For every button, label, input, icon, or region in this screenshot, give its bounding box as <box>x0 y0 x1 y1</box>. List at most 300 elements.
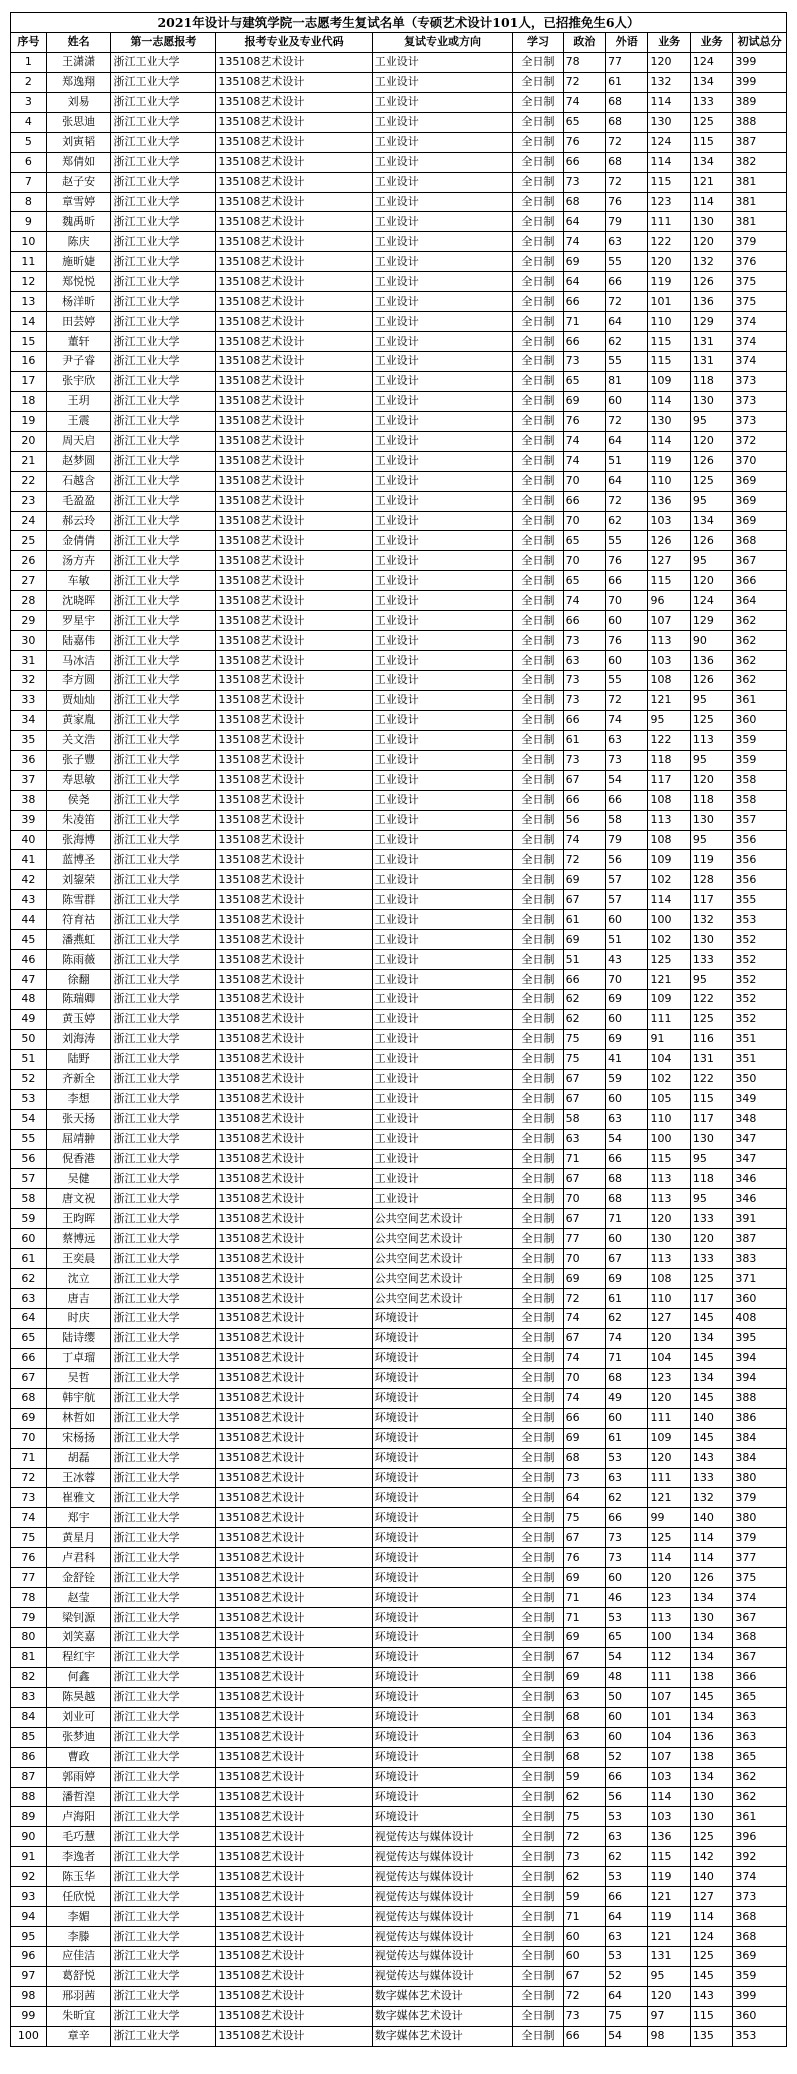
col-retest-direction-cell: 环境设计 <box>372 1608 513 1628</box>
col-retest-direction-cell: 工业设计 <box>372 690 513 710</box>
col-subject-2-cell: 115 <box>690 2006 732 2026</box>
col-major-code-cell: 135108艺术设计 <box>216 391 372 411</box>
col-major-code-cell: 135108艺术设计 <box>216 710 372 730</box>
col-subject-1-cell: 109 <box>648 850 690 870</box>
col-study-mode-cell: 全日制 <box>513 1269 563 1289</box>
col-total-cell: 367 <box>733 551 787 571</box>
col-index-cell: 65 <box>11 1328 47 1348</box>
col-subject-1-cell: 100 <box>648 1628 690 1648</box>
col-first-choice-cell: 浙江工业大学 <box>111 352 216 372</box>
col-total-cell: 373 <box>733 391 787 411</box>
col-total-cell: 359 <box>733 1966 787 1986</box>
col-retest-direction-cell: 工业设计 <box>372 152 513 172</box>
col-subject-2-cell: 134 <box>690 1628 732 1648</box>
table-row <box>11 770 787 790</box>
col-total-cell: 396 <box>733 1827 787 1847</box>
col-foreign-language-cell: 53 <box>606 1448 648 1468</box>
col-total-cell: 362 <box>733 1787 787 1807</box>
col-major-code-cell: 135108艺术设计 <box>216 1049 372 1069</box>
col-name-cell: 刘笑嘉 <box>46 1628 111 1648</box>
col-study-mode-cell: 全日制 <box>513 1807 563 1827</box>
col-name-cell: 田芸婷 <box>46 312 111 332</box>
col-subject-2-cell: 136 <box>690 292 732 312</box>
col-total-cell: 387 <box>733 1229 787 1249</box>
col-name-cell: 金倩倩 <box>46 531 111 551</box>
col-politics-cell: 67 <box>563 770 605 790</box>
col-study-mode-cell: 全日制 <box>513 1628 563 1648</box>
col-total-cell: 372 <box>733 431 787 451</box>
col-major-code-cell: 135108艺术设计 <box>216 1687 372 1707</box>
col-politics-cell: 74 <box>563 451 605 471</box>
table-row <box>11 651 787 671</box>
col-retest-direction-cell: 工业设计 <box>372 651 513 671</box>
col-subject-1-cell: 127 <box>648 551 690 571</box>
col-index-cell: 64 <box>11 1309 47 1329</box>
col-politics-cell: 69 <box>563 1568 605 1588</box>
col-study-mode-cell: 全日制 <box>513 491 563 511</box>
col-major-code-cell: 135108艺术设计 <box>216 1847 372 1867</box>
col-retest-direction-cell: 环境设计 <box>372 1687 513 1707</box>
col-subject-2-cell: 130 <box>690 810 732 830</box>
col-study-mode-cell: 全日制 <box>513 671 563 691</box>
col-total-cell: 374 <box>733 1867 787 1887</box>
col-retest-direction-cell: 视觉传达与媒体设计 <box>372 1827 513 1847</box>
col-major-code-cell: 135108艺术设计 <box>216 930 372 950</box>
col-subject-1-cell: 120 <box>648 52 690 72</box>
col-major-code-cell: 135108艺术设计 <box>216 1428 372 1448</box>
col-name-cell: 陈玉华 <box>46 1867 111 1887</box>
col-subject-2-cell: 125 <box>690 1947 732 1967</box>
col-foreign-language-cell: 54 <box>606 770 648 790</box>
col-total-cell: 358 <box>733 790 787 810</box>
col-index-cell: 43 <box>11 890 47 910</box>
col-name-cell: 朱凌笛 <box>46 810 111 830</box>
col-index-cell: 71 <box>11 1448 47 1468</box>
col-retest-direction-cell: 工业设计 <box>372 371 513 391</box>
col-retest-direction-cell: 工业设计 <box>372 710 513 730</box>
col-name-cell: 倪香港 <box>46 1149 111 1169</box>
col-first-choice-cell: 浙江工业大学 <box>111 292 216 312</box>
col-major-code-cell: 135108艺术设计 <box>216 451 372 471</box>
col-major-code-cell: 135108艺术设计 <box>216 232 372 252</box>
col-retest-direction-cell: 环境设计 <box>372 1488 513 1508</box>
col-politics-cell: 74 <box>563 1348 605 1368</box>
col-total-cell: 368 <box>733 1907 787 1927</box>
col-index-cell: 41 <box>11 850 47 870</box>
col-name-cell: 马冰洁 <box>46 651 111 671</box>
col-total-cell: 361 <box>733 1807 787 1827</box>
col-subject-2-cell: 131 <box>690 1049 732 1069</box>
col-index-cell: 48 <box>11 990 47 1010</box>
col-politics-cell: 61 <box>563 730 605 750</box>
col-subject-2-cell: 140 <box>690 1408 732 1428</box>
col-study-mode-cell: 全日制 <box>513 591 563 611</box>
col-study-mode-cell: 全日制 <box>513 1548 563 1568</box>
col-name-cell: 李方圆 <box>46 671 111 691</box>
col-total-cell: 352 <box>733 930 787 950</box>
col-total-cell: 408 <box>733 1309 787 1329</box>
col-major-code-cell: 135108艺术设计 <box>216 1368 372 1388</box>
col-major-code-cell: 135108艺术设计 <box>216 850 372 870</box>
col-name-cell: 李媚 <box>46 1907 111 1927</box>
col-index-cell: 32 <box>11 671 47 691</box>
col-major-code-cell: 135108艺术设计 <box>216 332 372 352</box>
col-major-code-cell: 135108艺术设计 <box>216 1867 372 1887</box>
col-first-choice-cell: 浙江工业大学 <box>111 491 216 511</box>
col-first-choice-cell: 浙江工业大学 <box>111 1169 216 1189</box>
col-foreign-language-cell: 64 <box>606 1986 648 2006</box>
col-index-cell: 45 <box>11 930 47 950</box>
col-major-code-cell: 135108艺术设计 <box>216 352 372 372</box>
col-first-choice-cell: 浙江工业大学 <box>111 1069 216 1089</box>
col-index-cell: 63 <box>11 1289 47 1309</box>
col-foreign-language-cell: 72 <box>606 132 648 152</box>
col-subject-2-cell: 124 <box>690 591 732 611</box>
col-subject-2-cell: 145 <box>690 1687 732 1707</box>
col-study-mode-cell: 全日制 <box>513 571 563 591</box>
col-index-cell: 84 <box>11 1707 47 1727</box>
col-politics-cell: 62 <box>563 1009 605 1029</box>
col-total-cell: 373 <box>733 1887 787 1907</box>
col-politics-cell: 67 <box>563 1647 605 1667</box>
col-index-cell: 27 <box>11 571 47 591</box>
col-study-mode-cell: 全日制 <box>513 1229 563 1249</box>
col-subject-1-cell: 111 <box>648 212 690 232</box>
col-foreign-language-cell: 55 <box>606 671 648 691</box>
col-index-cell: 74 <box>11 1508 47 1528</box>
col-study-mode-cell: 全日制 <box>513 1887 563 1907</box>
table-row <box>11 1009 787 1029</box>
col-major-code-cell: 135108艺术设计 <box>216 1548 372 1568</box>
col-major-code-cell: 135108艺术设计 <box>216 1468 372 1488</box>
col-study-mode-cell: 全日制 <box>513 1129 563 1149</box>
col-index-cell: 81 <box>11 1647 47 1667</box>
col-total-cell: 368 <box>733 1628 787 1648</box>
col-foreign-language-cell: 51 <box>606 451 648 471</box>
col-major-code-cell: 135108艺术设计 <box>216 970 372 990</box>
col-first-choice-cell: 浙江工业大学 <box>111 1289 216 1309</box>
col-subject-1-cell: 111 <box>648 1408 690 1428</box>
table-row <box>11 1827 787 1847</box>
col-first-choice-cell: 浙江工业大学 <box>111 172 216 192</box>
col-politics-cell: 77 <box>563 1229 605 1249</box>
col-index-cell: 89 <box>11 1807 47 1827</box>
col-index-cell: 92 <box>11 1867 47 1887</box>
col-politics-cell: 66 <box>563 1408 605 1428</box>
col-retest-direction-cell: 公共空间艺术设计 <box>372 1269 513 1289</box>
col-subject-1-cell: 104 <box>648 1049 690 1069</box>
col-major-code-cell: 135108艺术设计 <box>216 2006 372 2026</box>
col-index-cell: 75 <box>11 1528 47 1548</box>
col-foreign-language-cell: 60 <box>606 1089 648 1109</box>
col-retest-direction-cell: 环境设计 <box>372 1667 513 1687</box>
col-politics-cell: 71 <box>563 312 605 332</box>
col-study-mode-cell: 全日制 <box>513 1528 563 1548</box>
col-subject-1-cell: 104 <box>648 1348 690 1368</box>
col-total-cell: 352 <box>733 990 787 1010</box>
col-retest-direction-cell: 环境设计 <box>372 1628 513 1648</box>
col-study-mode-cell: 全日制 <box>513 272 563 292</box>
col-first-choice-cell: 浙江工业大学 <box>111 990 216 1010</box>
col-study-mode-cell: 全日制 <box>513 710 563 730</box>
col-foreign-language-cell: 52 <box>606 1966 648 1986</box>
col-index-cell: 82 <box>11 1667 47 1687</box>
col-index-cell: 62 <box>11 1269 47 1289</box>
col-name-cell: 王潇潇 <box>46 52 111 72</box>
col-politics-cell: 74 <box>563 1309 605 1329</box>
col-index-cell: 57 <box>11 1169 47 1189</box>
col-total-cell: 394 <box>733 1368 787 1388</box>
col-study-mode-cell: 全日制 <box>513 830 563 850</box>
col-name-cell: 韩宇航 <box>46 1388 111 1408</box>
table-row <box>11 112 787 132</box>
col-total-cell: 359 <box>733 730 787 750</box>
col-first-choice-cell: 浙江工业大学 <box>111 1408 216 1428</box>
table-row <box>11 1209 787 1229</box>
col-foreign-language-cell: 69 <box>606 1269 648 1289</box>
col-index-cell: 20 <box>11 431 47 451</box>
col-total-cell: 363 <box>733 1727 787 1747</box>
col-politics-cell: 73 <box>563 172 605 192</box>
table-row <box>11 391 787 411</box>
table-row <box>11 1887 787 1907</box>
table-row <box>11 332 787 352</box>
col-index-cell: 76 <box>11 1548 47 1568</box>
col-subject-2-cell: 130 <box>690 1129 732 1149</box>
table-row <box>11 212 787 232</box>
table-row <box>11 890 787 910</box>
col-subject-1-cell: 107 <box>648 1687 690 1707</box>
col-first-choice-cell: 浙江工业大学 <box>111 1309 216 1329</box>
col-name-cell: 赵子安 <box>46 172 111 192</box>
col-subject-2-cell: 114 <box>690 192 732 212</box>
col-major-code-cell: 135108艺术设计 <box>216 690 372 710</box>
col-total-cell: 386 <box>733 1408 787 1428</box>
col-subject-2-cell: 125 <box>690 471 732 491</box>
col-foreign-language-cell: 76 <box>606 631 648 651</box>
col-subject-2-cell: 132 <box>690 252 732 272</box>
col-politics-cell: 69 <box>563 252 605 272</box>
col-major-code-cell: 135108艺术设计 <box>216 491 372 511</box>
table-row <box>11 1189 787 1209</box>
col-subject-2-cell: 126 <box>690 671 732 691</box>
col-subject-2-cell: 130 <box>690 391 732 411</box>
col-total-cell: 347 <box>733 1149 787 1169</box>
col-study-mode-cell: 全日制 <box>513 411 563 431</box>
col-politics-cell: 75 <box>563 1807 605 1827</box>
table-row <box>11 1747 787 1767</box>
table-row <box>11 1966 787 1986</box>
col-index-cell: 3 <box>11 92 47 112</box>
col-major-code-cell: 135108艺术设计 <box>216 1667 372 1687</box>
col-major-code-cell: 135108艺术设计 <box>216 132 372 152</box>
col-subject-1-cell: 111 <box>648 1009 690 1029</box>
col-subject-1-cell: 105 <box>648 1089 690 1109</box>
col-total-cell: 362 <box>733 1767 787 1787</box>
col-retest-direction-cell: 工业设计 <box>372 970 513 990</box>
col-study-mode-cell: 全日制 <box>513 750 563 770</box>
col-subject-2-cell: 122 <box>690 1069 732 1089</box>
col-politics-cell: 71 <box>563 1149 605 1169</box>
col-index-cell: 73 <box>11 1488 47 1508</box>
col-total-cell: 399 <box>733 72 787 92</box>
col-subject-1-cell: 123 <box>648 1588 690 1608</box>
col-foreign-language-cell: 53 <box>606 1947 648 1967</box>
table-row <box>11 830 787 850</box>
table-row <box>11 1647 787 1667</box>
col-subject-1-cell: 136 <box>648 1827 690 1847</box>
col-subject-2-cell: 138 <box>690 1667 732 1687</box>
col-subject-1-cell: 114 <box>648 92 690 112</box>
table-row <box>11 312 787 332</box>
col-first-choice-cell: 浙江工业大学 <box>111 1628 216 1648</box>
col-subject-1-cell: 121 <box>648 690 690 710</box>
col-total-cell: 374 <box>733 352 787 372</box>
col-politics-cell: 66 <box>563 2026 605 2046</box>
col-first-choice-cell: 浙江工业大学 <box>111 1488 216 1508</box>
table-row <box>11 132 787 152</box>
col-retest-direction-cell: 工业设计 <box>372 830 513 850</box>
col-total-cell: 399 <box>733 1986 787 2006</box>
col-politics-cell: 71 <box>563 1608 605 1628</box>
col-name-cell: 毛巧慧 <box>46 1827 111 1847</box>
col-total-cell: 381 <box>733 192 787 212</box>
col-name-cell: 应佳洁 <box>46 1947 111 1967</box>
col-subject-1-cell: 107 <box>648 1747 690 1767</box>
col-study-mode-cell: 全日制 <box>513 551 563 571</box>
col-first-choice-cell: 浙江工业大学 <box>111 511 216 531</box>
col-subject-1-cell: 131 <box>648 1947 690 1967</box>
col-subject-2-cell: 134 <box>690 1328 732 1348</box>
col-name-cell: 刘海涛 <box>46 1029 111 1049</box>
col-first-choice-cell: 浙江工业大学 <box>111 611 216 631</box>
col-subject-1-cell: 123 <box>648 192 690 212</box>
col-retest-direction-cell: 公共空间艺术设计 <box>372 1229 513 1249</box>
col-politics-cell: 67 <box>563 1089 605 1109</box>
col-subject-2-cell: 119 <box>690 850 732 870</box>
col-index-cell: 36 <box>11 750 47 770</box>
table-row <box>11 1787 787 1807</box>
col-index-cell: 68 <box>11 1388 47 1408</box>
col-politics-cell: 66 <box>563 710 605 730</box>
col-major-code-cell: 135108艺术设计 <box>216 371 372 391</box>
col-total-cell: 347 <box>733 1129 787 1149</box>
col-subject-2-cell: 133 <box>690 1209 732 1229</box>
col-subject-2-cell: 114 <box>690 1528 732 1548</box>
col-name-cell: 王昀晖 <box>46 1209 111 1229</box>
col-retest-direction-cell: 工业设计 <box>372 571 513 591</box>
col-subject-1-cell: 122 <box>648 730 690 750</box>
table-row <box>11 810 787 830</box>
col-retest-direction-cell: 工业设计 <box>372 352 513 372</box>
col-first-choice-cell: 浙江工业大学 <box>111 571 216 591</box>
table-row <box>11 1568 787 1588</box>
col-major-code-cell: 135108艺术设计 <box>216 591 372 611</box>
col-foreign-language-cell: 68 <box>606 1368 648 1388</box>
col-retest-direction-cell: 环境设计 <box>372 1787 513 1807</box>
col-total-cell: 362 <box>733 611 787 631</box>
col-major-code-cell: 135108艺术设计 <box>216 1707 372 1727</box>
col-index-cell: 19 <box>11 411 47 431</box>
col-total-cell: 388 <box>733 112 787 132</box>
col-name-cell: 张天扬 <box>46 1109 111 1129</box>
col-retest-direction-cell: 工业设计 <box>372 850 513 870</box>
col-index-cell: 54 <box>11 1109 47 1129</box>
col-name-cell: 郑逸翔 <box>46 72 111 92</box>
col-study-mode-cell: 全日制 <box>513 1767 563 1787</box>
col-retest-direction-cell: 工业设计 <box>372 611 513 631</box>
col-subject-2-cell: 126 <box>690 1568 732 1588</box>
col-subject-2-cell: 120 <box>690 770 732 790</box>
col-retest-direction-cell: 工业设计 <box>372 491 513 511</box>
col-name-cell: 陆嘉伟 <box>46 631 111 651</box>
col-study-mode-cell: 全日制 <box>513 112 563 132</box>
col-name-cell: 刘鋆荣 <box>46 870 111 890</box>
col-foreign-language-cell: 72 <box>606 292 648 312</box>
col-retest-direction-cell: 视觉传达与媒体设计 <box>372 1887 513 1907</box>
col-major-code-cell: 135108艺术设计 <box>216 1269 372 1289</box>
col-foreign-language-cell: 63 <box>606 730 648 750</box>
col-study-mode-cell: 全日制 <box>513 172 563 192</box>
col-retest-direction-cell: 工业设计 <box>372 212 513 232</box>
table-row <box>11 1727 787 1747</box>
col-name-cell: 王震 <box>46 411 111 431</box>
col-subject-1-cell: 127 <box>648 1309 690 1329</box>
col-subject-2-cell: 95 <box>690 830 732 850</box>
col-index-cell: 98 <box>11 1986 47 2006</box>
score-sheet <box>10 12 787 2047</box>
table-row <box>11 571 787 591</box>
col-total-cell: 381 <box>733 172 787 192</box>
table-row <box>11 511 787 531</box>
col-retest-direction-cell: 工业设计 <box>372 990 513 1010</box>
col-subject-1-cell: 100 <box>648 910 690 930</box>
col-foreign-language-cell: 73 <box>606 1528 648 1548</box>
col-total-header: 初试总分 <box>733 33 787 53</box>
col-study-mode-cell: 全日制 <box>513 1468 563 1488</box>
col-retest-direction-cell: 工业设计 <box>372 471 513 491</box>
col-total-cell: 374 <box>733 332 787 352</box>
col-name-cell: 董轩 <box>46 332 111 352</box>
col-retest-direction-cell: 视觉传达与媒体设计 <box>372 1966 513 1986</box>
col-index-cell: 80 <box>11 1628 47 1648</box>
table-row <box>11 292 787 312</box>
col-index-cell: 10 <box>11 232 47 252</box>
table-row <box>11 1807 787 1827</box>
col-politics-cell: 76 <box>563 132 605 152</box>
col-major-code-cell: 135108艺术设计 <box>216 1787 372 1807</box>
col-first-choice-cell: 浙江工业大学 <box>111 431 216 451</box>
col-major-code-cell: 135108艺术设计 <box>216 870 372 890</box>
table-row <box>11 1986 787 2006</box>
col-major-code-cell: 135108艺术设计 <box>216 611 372 631</box>
col-name-cell: 郑宇 <box>46 1508 111 1528</box>
col-retest-direction-cell: 工业设计 <box>372 1169 513 1189</box>
col-subject-2-cell: 136 <box>690 1727 732 1747</box>
col-politics-cell: 73 <box>563 1468 605 1488</box>
col-study-mode-cell: 全日制 <box>513 1448 563 1468</box>
col-retest-direction-cell: 环境设计 <box>372 1448 513 1468</box>
col-index-cell: 55 <box>11 1129 47 1149</box>
col-foreign-language-cell: 66 <box>606 272 648 292</box>
table-row <box>11 1069 787 1089</box>
col-subject-1-cell: 119 <box>648 272 690 292</box>
col-name-cell: 程红宇 <box>46 1647 111 1667</box>
col-foreign-language-cell: 63 <box>606 1927 648 1947</box>
col-first-choice-cell: 浙江工业大学 <box>111 132 216 152</box>
col-study-mode-cell: 全日制 <box>513 92 563 112</box>
col-name-cell: 屈靖翀 <box>46 1129 111 1149</box>
